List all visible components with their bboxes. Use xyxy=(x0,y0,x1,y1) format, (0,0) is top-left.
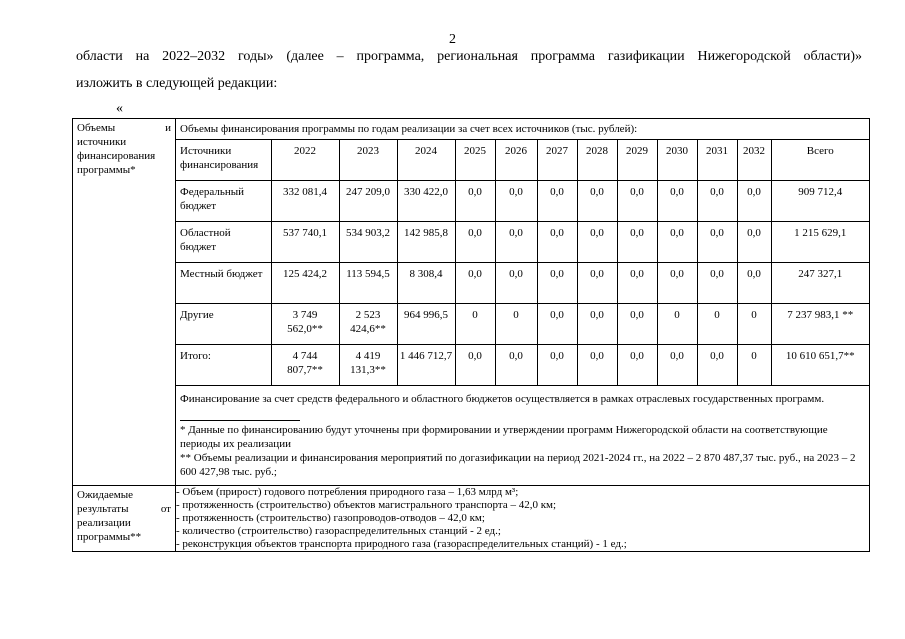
page-number: 2 xyxy=(449,32,456,47)
column-header: 2028 xyxy=(577,140,617,181)
value-cell: 0,0 xyxy=(495,263,537,304)
program-passport-table xyxy=(72,118,870,552)
value-cell: 0,0 xyxy=(577,222,617,263)
source-cell: Другие xyxy=(176,304,271,345)
value-cell: 0,0 xyxy=(617,345,657,386)
source-cell: Местный бюджет xyxy=(176,263,271,304)
results-row xyxy=(73,486,870,552)
column-header: 2022 xyxy=(271,140,339,181)
results-item: - количество (строительство) газораспределительных станций - 2 ед.; xyxy=(176,525,501,537)
value-cell: 4 744 807,7** xyxy=(271,345,339,386)
financing-row xyxy=(73,119,870,486)
value-cell: 0,0 xyxy=(577,263,617,304)
column-header: 2023 xyxy=(339,140,397,181)
value-cell: 330 422,0 xyxy=(397,181,455,222)
financing-caption: Объемы финансирования программы по годам реализации за счет всех источников (тыс. рублей): xyxy=(180,123,638,135)
value-cell: 247 327,1 xyxy=(771,263,869,304)
value-cell: 332 081,4 xyxy=(271,181,339,222)
financing-table xyxy=(176,139,869,386)
value-cell: 142 985,8 xyxy=(397,222,455,263)
column-header: 2025 xyxy=(455,140,495,181)
column-header: 2029 xyxy=(617,140,657,181)
value-cell: 0,0 xyxy=(657,181,697,222)
value-cell: 125 424,2 xyxy=(271,263,339,304)
value-cell: 964 996,5 xyxy=(397,304,455,345)
value-cell: 0,0 xyxy=(495,181,537,222)
value-cell: 0,0 xyxy=(657,222,697,263)
value-cell: 0,0 xyxy=(737,263,771,304)
column-header: 2031 xyxy=(697,140,737,181)
value-cell: 247 209,0 xyxy=(339,181,397,222)
value-cell: 534 903,2 xyxy=(339,222,397,263)
financing-note: Финансирование за счет средств федерального и областного бюджетов осуществляется в рамках отраслевых государственных программ. xyxy=(180,393,825,405)
value-cell: 0,0 xyxy=(697,263,737,304)
financing-data-row xyxy=(176,263,869,304)
value-cell: 0,0 xyxy=(537,345,577,386)
value-cell: 0,0 xyxy=(455,181,495,222)
value-cell: 0,0 xyxy=(537,222,577,263)
column-header: Всего xyxy=(771,140,869,181)
value-cell: 0,0 xyxy=(617,263,657,304)
financing-data-row xyxy=(176,222,869,263)
value-cell: 0,0 xyxy=(617,222,657,263)
financing-content-cell xyxy=(176,119,870,486)
source-cell: Федеральный бюджет xyxy=(176,181,271,222)
value-cell: 1 446 712,7 xyxy=(397,345,455,386)
source-cell: Итого: xyxy=(176,345,271,386)
value-cell: 909 712,4 xyxy=(771,181,869,222)
intro-line-2: изложить в следующей редакции: xyxy=(76,76,278,91)
value-cell: 0,0 xyxy=(617,304,657,345)
results-item: - протяженность (строительство) объектов магистрального транспорта – 42,0 км; xyxy=(176,499,557,511)
value-cell: 0 xyxy=(697,304,737,345)
footnote-1: * Данные по финансированию будут уточнены при формировании и утверждении программ Нижегородской области на соответствующие периоды их реализации xyxy=(180,424,828,450)
financing-label-cell xyxy=(73,119,176,486)
value-cell: 4 419 131,3** xyxy=(339,345,397,386)
column-header: 2032 xyxy=(737,140,771,181)
column-header: 2024 xyxy=(397,140,455,181)
opening-quote: « xyxy=(116,101,123,116)
value-cell: 537 740,1 xyxy=(271,222,339,263)
financing-data-row xyxy=(176,345,869,386)
value-cell: 0,0 xyxy=(657,345,697,386)
column-header: 2026 xyxy=(495,140,537,181)
value-cell: 7 237 983,1 ** xyxy=(771,304,869,345)
value-cell: 0,0 xyxy=(657,263,697,304)
value-cell: 0,0 xyxy=(577,181,617,222)
financing-data-row xyxy=(176,304,869,345)
financing-data-row xyxy=(176,181,869,222)
results-label-cell xyxy=(73,486,176,552)
value-cell: 0,0 xyxy=(455,263,495,304)
value-cell: 0,0 xyxy=(697,181,737,222)
value-cell: 10 610 651,7** xyxy=(771,345,869,386)
value-cell: 113 594,5 xyxy=(339,263,397,304)
value-cell: 1 215 629,1 xyxy=(771,222,869,263)
value-cell: 0,0 xyxy=(537,181,577,222)
results-content-cell xyxy=(176,486,870,552)
results-label: Ожидаемые результаты от реализации программы** xyxy=(77,489,171,543)
value-cell: 0 xyxy=(455,304,495,345)
value-cell: 0 xyxy=(657,304,697,345)
column-header: 2030 xyxy=(657,140,697,181)
value-cell: 3 749 562,0** xyxy=(271,304,339,345)
value-cell: 2 523 424,6** xyxy=(339,304,397,345)
value-cell: 0,0 xyxy=(577,304,617,345)
footnote-2: ** Объемы реализации и финансирования мероприятий по догазификации на период 2021-2024 гг., на 2022 – 2 870 487,37 тыс. руб., на 2023 – 2 600 427,98 тыс. руб.; xyxy=(180,452,856,478)
results-item: - протяженность (строительство) газопроводов-отводов – 42,0 км; xyxy=(176,512,485,524)
value-cell: 0,0 xyxy=(455,222,495,263)
intro-line-1: области на 2022–2032 годы» (далее – программа, региональная программа газификации Нижегородской области)» xyxy=(76,49,862,64)
value-cell: 0,0 xyxy=(737,222,771,263)
value-cell: 0,0 xyxy=(577,345,617,386)
value-cell: 0 xyxy=(737,345,771,386)
value-cell: 0,0 xyxy=(537,263,577,304)
value-cell: 0,0 xyxy=(455,345,495,386)
financing-label: Объемы и источники финансирования программы* xyxy=(77,122,171,176)
footnotes xyxy=(176,421,869,485)
value-cell: 0,0 xyxy=(617,181,657,222)
value-cell: 8 308,4 xyxy=(397,263,455,304)
source-cell: Областной бюджет xyxy=(176,222,271,263)
column-header: 2027 xyxy=(537,140,577,181)
value-cell: 0,0 xyxy=(495,345,537,386)
financing-header-row xyxy=(176,140,869,181)
results-item: - реконструкция объектов транспорта природного газа (газораспределительных станций) - 1 ед.; xyxy=(176,538,627,550)
column-header: Источники финансирования xyxy=(176,140,271,181)
value-cell: 0,0 xyxy=(537,304,577,345)
value-cell: 0 xyxy=(495,304,537,345)
value-cell: 0,0 xyxy=(697,345,737,386)
value-cell: 0,0 xyxy=(697,222,737,263)
results-item: - Объем (прирост) годового потребления природного газа – 1,63 млрд м³; xyxy=(176,486,519,498)
value-cell: 0,0 xyxy=(495,222,537,263)
value-cell: 0 xyxy=(737,304,771,345)
value-cell: 0,0 xyxy=(737,181,771,222)
